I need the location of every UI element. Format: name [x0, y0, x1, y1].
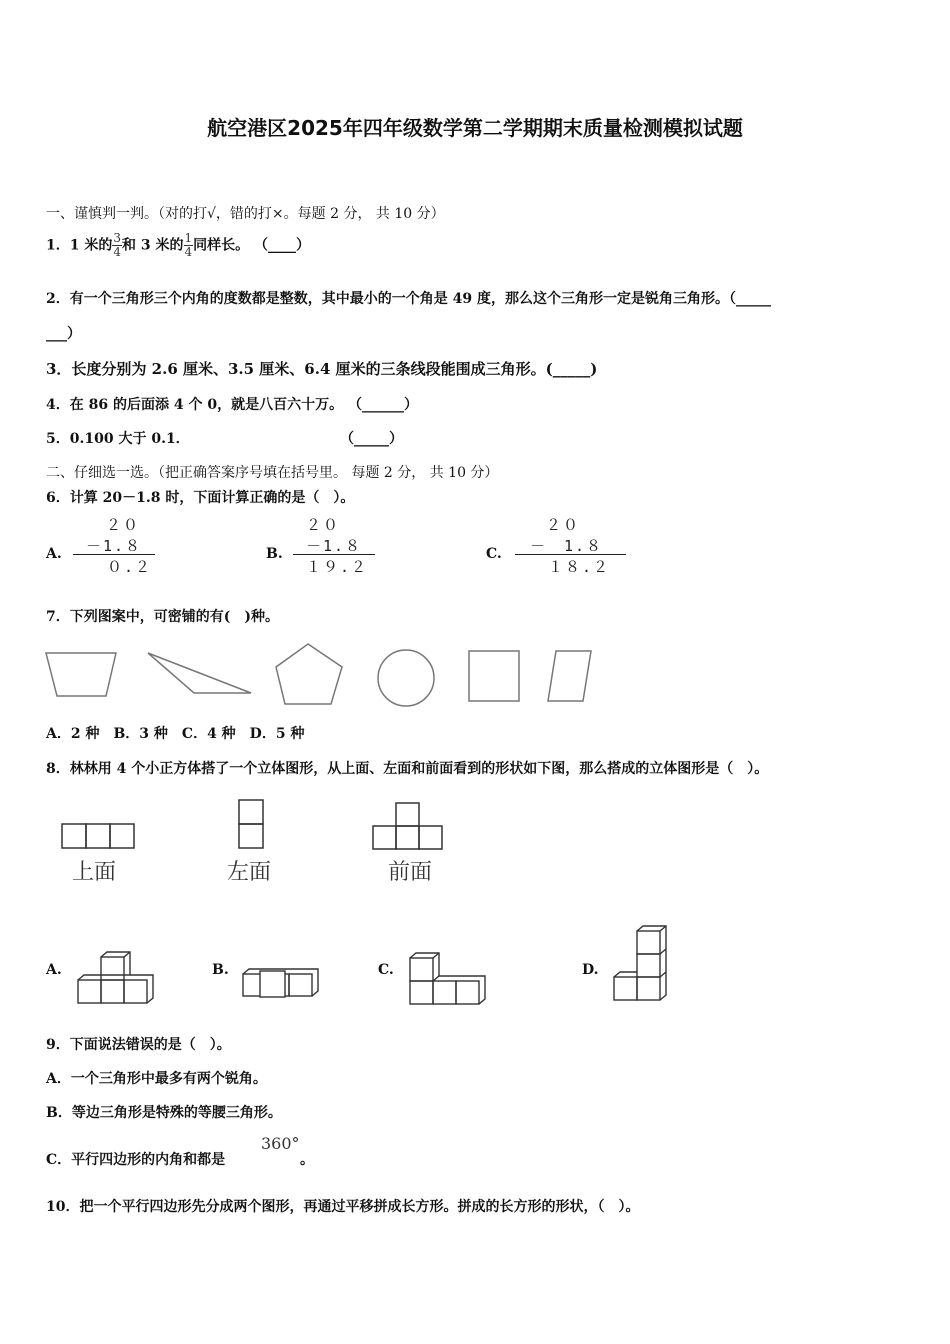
question-2-line-2: ___） — [46, 326, 81, 342]
pentagon-shape — [276, 644, 342, 704]
top-view-label: 上面 — [72, 860, 117, 885]
q6-option-a-label: A. — [46, 546, 62, 562]
question-1 — [46, 232, 310, 259]
square-shape — [469, 651, 519, 701]
trapezoid-shape — [46, 653, 116, 696]
q6-b-rule — [293, 554, 375, 555]
q8-option-a-label: A. — [46, 962, 62, 978]
q8-option-d-label: D. — [582, 962, 599, 978]
q6-c-result: １８.２ — [548, 558, 611, 576]
q6-b-result: １９.２ — [306, 558, 369, 576]
question-8-stem: 8．林林用 4 个小正方体搭了一个立体图形，从上面、左面和前面看到的形状如下图，那么搭成的立体图形是（ ）。 — [46, 761, 769, 777]
triangle-shape — [148, 653, 251, 693]
q6-a-result: ０.２ — [107, 558, 153, 576]
top-view-figure — [62, 824, 134, 848]
section-2-heading: 二、仔细选一选。（把正确答案序号填在括号里。 每题 2 分， 共 10 分） — [46, 465, 499, 481]
front-view-label: 前面 — [388, 860, 433, 885]
q1-pre: 1．1 米的 — [46, 237, 113, 254]
circle-shape — [378, 650, 434, 706]
question-4: 4．在 86 的后面添 4 个 0，就是八百六十万。 （______） — [46, 397, 418, 413]
q8-option-figures — [70, 920, 680, 1012]
option-c-cubes — [410, 953, 485, 1004]
fraction-one-quarter: $\frac{1}{4}$ — [184, 231, 193, 259]
question-5-blank: （_____） — [340, 431, 403, 447]
option-d-cubes — [614, 926, 666, 1000]
q6-c-subtrahend: － 1.８ — [530, 537, 604, 555]
q6-option-b-label: B. — [266, 546, 283, 562]
q6-option-c-label: C. — [486, 546, 502, 562]
q9-c-value: 360° — [261, 1134, 300, 1153]
q7-shapes — [40, 640, 610, 712]
q6-c-rule — [515, 554, 626, 555]
q6-c-minuend: ２０ — [546, 516, 581, 534]
page-title: 航空港区2025年四年级数学第二学期期末质量检测模拟试题 — [207, 116, 743, 140]
option-b-cubes — [243, 969, 318, 997]
front-view-figure — [373, 803, 442, 849]
question-3: 3．长度分别为 2.6 厘米、3.5 厘米、6.4 厘米的三条线段能围成三角形。(_____) — [46, 360, 598, 378]
q9-c-end: 。 — [300, 1152, 314, 1168]
left-view-figure — [239, 800, 263, 848]
q8-view-figures — [55, 795, 455, 855]
q1-mid: 和 3 米的 — [122, 237, 184, 254]
question-7-stem: 7．下列图案中，可密铺的有( )种。 — [46, 609, 279, 625]
question-7-options: A．2 种 B．3 种 C．4 种 D．5 种 — [46, 726, 305, 742]
option-a-cubes — [78, 952, 153, 1003]
left-view-label: 左面 — [227, 860, 272, 885]
q6-b-minuend: ２０ — [306, 516, 341, 534]
q9-option-a: A．一个三角形中最多有两个锐角。 — [46, 1071, 267, 1087]
q1-post: 同样长。 （____） — [193, 237, 311, 254]
question-2-line-1: 2．有一个三角形三个内角的度数都是整数，其中最小的一个角是 49 度，那么这个三角形一定是锐角三角形。（_____ — [46, 291, 771, 307]
section-1-heading: 一、谨慎判一判。（对的打√，错的打×。每题 2 分， 共 10 分） — [46, 206, 445, 222]
parallelogram-shape — [548, 651, 591, 701]
fraction-three-quarters: $\frac{3}{4}$ — [113, 231, 121, 259]
q8-option-b-label: B. — [212, 962, 229, 978]
question-6-stem: 6．计算 20－1.8 时，下面计算正确的是（ ）。 — [46, 490, 355, 506]
q6-a-minuend: ２０ — [106, 516, 141, 534]
question-10-stem: 10．把一个平行四边形先分成两个图形，再通过平移拼成长方形。拼成的长方形的形状，（ ）。 — [46, 1199, 640, 1215]
question-9-stem: 9．下面说法错误的是（ ）。 — [46, 1037, 231, 1053]
q6-b-subtrahend: －1.８ — [306, 537, 363, 555]
q6-a-subtrahend: －1.８ — [86, 537, 143, 555]
question-5-text: 5．0.100 大于 0.1． — [46, 431, 190, 447]
q6-a-rule — [73, 554, 155, 555]
q9-option-b: B．等边三角形是特殊的等腰三角形。 — [46, 1105, 282, 1121]
q9-option-c: C．平行四边形的内角和都是 — [46, 1152, 226, 1168]
q8-option-c-label: C. — [378, 962, 394, 978]
